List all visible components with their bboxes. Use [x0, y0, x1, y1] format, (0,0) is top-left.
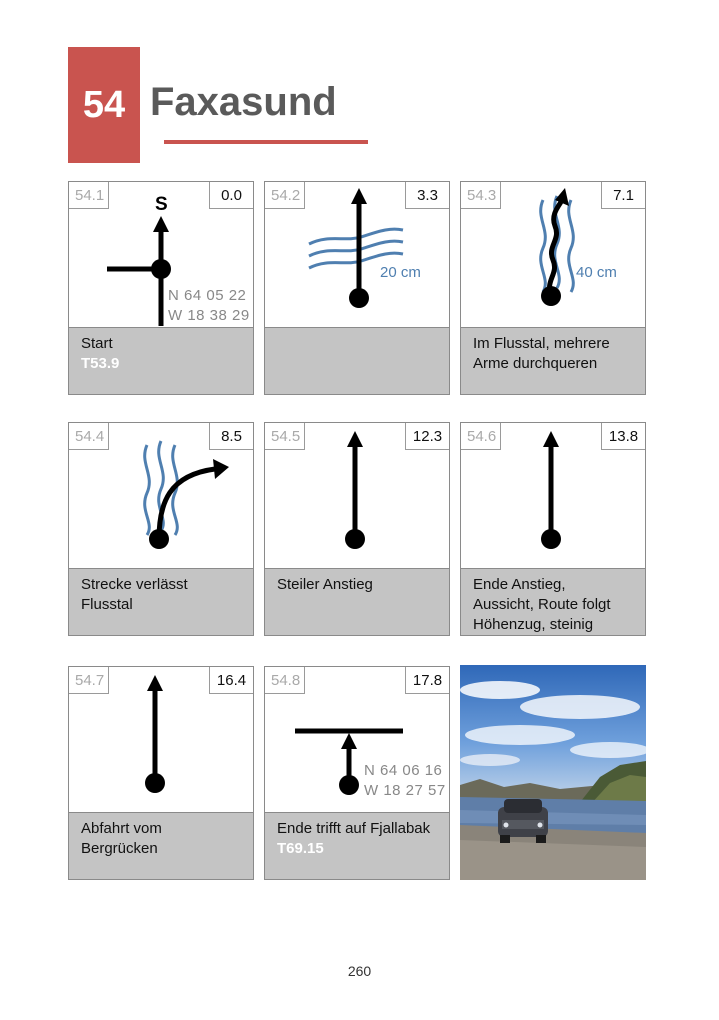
- roadbook-card-54-5: [264, 422, 450, 636]
- track-reference: T69.15: [277, 840, 324, 857]
- leave-valley-icon: [69, 423, 255, 571]
- straight-arrow-icon: [265, 423, 451, 571]
- coordinate-north: N 64 05 22: [168, 287, 247, 304]
- card-caption: [265, 327, 449, 394]
- card-id: 54.2: [265, 182, 305, 209]
- caption-line: Arme durchqueren: [473, 355, 598, 372]
- card-id: 54.3: [461, 182, 501, 209]
- straight-arrow-icon: [69, 667, 255, 815]
- coordinate-west: W 18 27 57: [364, 782, 446, 799]
- card-distance: 17.8: [405, 667, 449, 694]
- card-id: 54.1: [69, 182, 109, 209]
- caption-text: Steiler Anstieg: [277, 576, 373, 593]
- card-distance: 16.4: [209, 667, 253, 694]
- roadbook-card-54-3: [460, 181, 646, 395]
- roadbook-card-54-7: [68, 666, 254, 880]
- title-underline: [164, 140, 368, 144]
- card-caption: [265, 812, 449, 879]
- caption-line: Höhenzug, steinig: [473, 616, 594, 633]
- card-id: 54.8: [265, 667, 305, 694]
- card-distance: 0.0: [209, 182, 253, 209]
- caption-text: Start: [81, 335, 113, 352]
- card-caption: [69, 327, 253, 394]
- caption-line: Aussicht, Route folgt: [473, 596, 611, 613]
- card-caption: [461, 568, 645, 635]
- caption-line: Abfahrt vom: [81, 820, 162, 837]
- card-distance: 13.8: [601, 423, 645, 450]
- card-distance: 8.5: [209, 423, 253, 450]
- card-id: 54.4: [69, 423, 109, 450]
- card-distance: 7.1: [601, 182, 645, 209]
- card-caption: [69, 568, 253, 635]
- card-id: 54.7: [69, 667, 109, 694]
- coordinate-west: W 18 38 29: [168, 307, 250, 324]
- card-id: 54.5: [265, 423, 305, 450]
- card-caption: [461, 327, 645, 394]
- river-crossing-icon: [265, 182, 451, 330]
- card-distance: 3.3: [405, 182, 449, 209]
- card-caption: [265, 568, 449, 635]
- straight-arrow-icon: [461, 423, 647, 571]
- roadbook-card-54-8: [264, 666, 450, 880]
- river-valley-crossing-icon: [461, 182, 647, 330]
- roadbook-card-54-4: [68, 422, 254, 636]
- water-depth: 40 cm: [576, 264, 617, 281]
- coordinate-north: N 64 06 16: [364, 762, 443, 779]
- chapter-title: Faxasund: [150, 80, 337, 124]
- landscape-photo: [460, 665, 646, 880]
- roadbook-card-54-2: [264, 181, 450, 395]
- caption-line: Strecke verlässt: [81, 576, 188, 593]
- card-caption: [69, 812, 253, 879]
- caption-text: Ende trifft auf Fjallabak: [277, 820, 431, 837]
- track-reference: T53.9: [81, 355, 120, 372]
- roadbook-card-54-6: [460, 422, 646, 636]
- photo-illustration: [460, 665, 646, 880]
- card-id: 54.6: [461, 423, 501, 450]
- water-depth: 20 cm: [380, 264, 421, 281]
- roadbook-card-54-1: [68, 181, 254, 395]
- caption-line: Bergrücken: [81, 840, 158, 857]
- north-label: S: [155, 194, 168, 215]
- caption-line: Flusstal: [81, 596, 133, 613]
- chapter-number: 54: [68, 47, 140, 163]
- caption-line: Ende Anstieg,: [473, 576, 566, 593]
- caption-line: Im Flusstal, mehrere: [473, 335, 610, 352]
- page-number: 260: [347, 963, 372, 979]
- card-distance: 12.3: [405, 423, 449, 450]
